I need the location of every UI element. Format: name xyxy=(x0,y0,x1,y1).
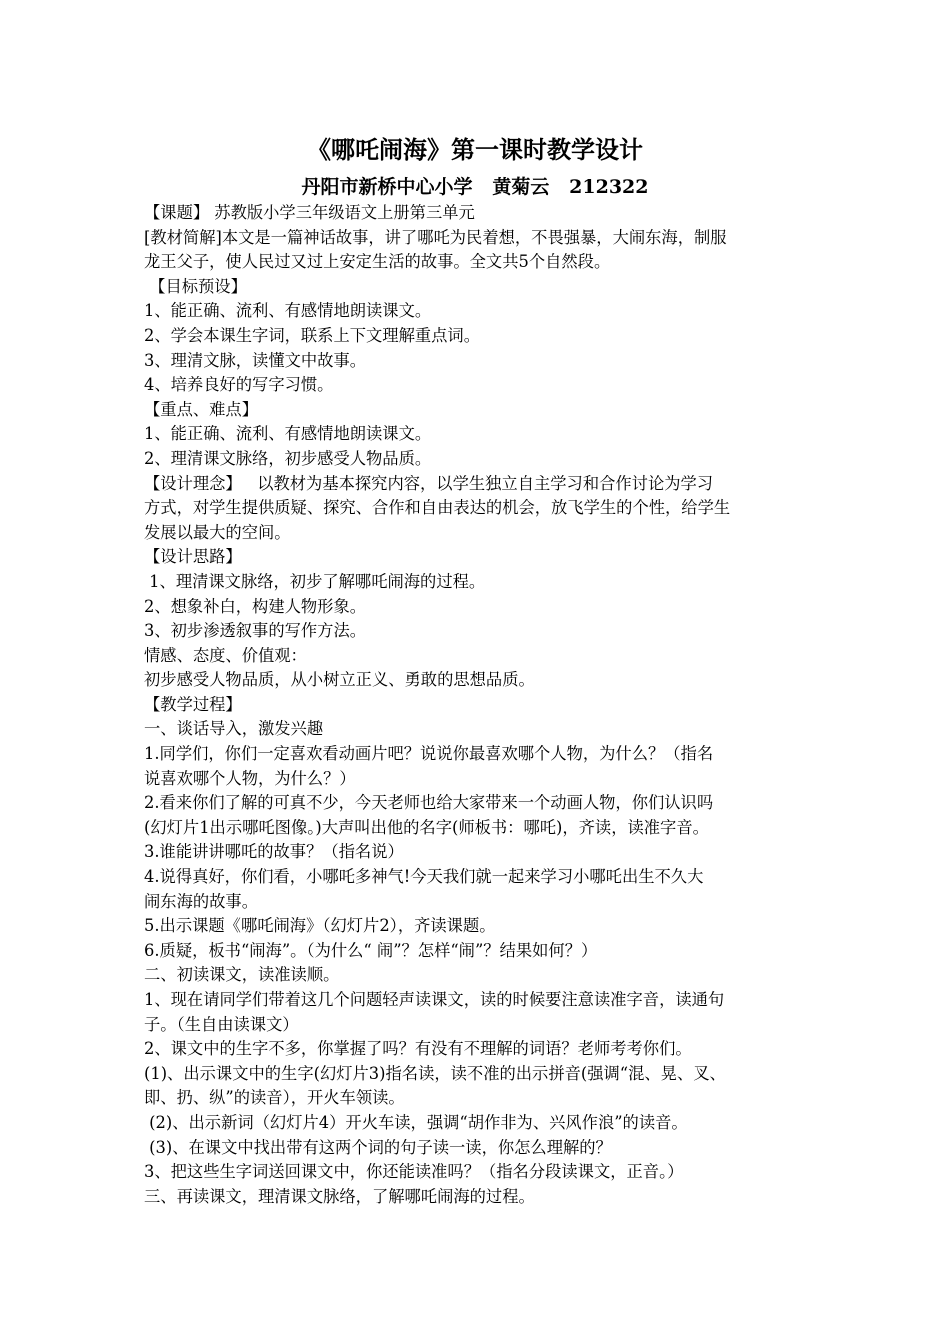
text-line: 即、扔、纵”的读音），开火车领读。 xyxy=(144,1088,405,1108)
text-line: 说喜欢哪个人物，为什么？） xyxy=(144,768,356,788)
text-line: 初步感受人物品质，从小树立正义、勇敢的思想品质。 xyxy=(144,670,535,690)
text-line: 6.质疑，板书“闹海”。（为什么“ 闹”？怎样“闹”？结果如何？） xyxy=(144,940,598,960)
text-line: 1、现在请同学们带着这几个问题轻声读课文，读的时候要注意读准字音，读通句 xyxy=(144,990,725,1009)
text-line: 龙王父子，使人民过又过上安定生活的故事。全文共5个自然段。 xyxy=(144,252,611,272)
text-line: 方式，对学生提供质疑、探究、合作和自由表达的机会，放飞学生的个性，给学生 xyxy=(144,498,731,518)
text-line: 4、培养良好的写字习惯。 xyxy=(144,375,334,395)
document-title: 《哪吒闹海》第一课时教学设计 xyxy=(307,136,643,164)
text-line: 【重点、难点】 xyxy=(144,399,258,419)
text-line: 2.看来你们了解的可真不少，今天老师也给大家带来一个动画人物，你们认识吗 xyxy=(144,793,714,813)
text-line: 闹东海的故事。 xyxy=(144,891,258,911)
text-line: 2、理清课文脉络，初步感受人物品质。 xyxy=(144,448,432,468)
author-line: 丹阳市新桥中心小学 黄菊云 212322 xyxy=(301,176,649,198)
text-line: 1.同学们，你们一定喜欢看动画片吧？说说你最喜欢哪个人物，为什么？（指名 xyxy=(144,744,714,764)
text-line: 【目标预设】 xyxy=(144,276,247,296)
text-line: 1、能正确、流利、有感情地朗读课文。 xyxy=(144,301,432,321)
text-line: [教材简解]本文是一篇神话故事，讲了哪吒为民着想，不畏强暴，大闹东海，制服 xyxy=(144,227,727,247)
text-line: 【设计理念】 以教材为基本探究内容，以学生独立自主学习和合作讨论为学习 xyxy=(144,473,714,493)
text-line: 1、能正确、流利、有感情地朗读课文。 xyxy=(144,424,432,444)
text-line: (幻灯片1出示哪吒图像。)大声叫出他的名字(师板书：哪吒)，齐读，读准字音。 xyxy=(144,817,709,837)
text-line: 二、初读课文，读准读顺。 xyxy=(144,965,340,985)
text-line: 1、理清课文脉络，初步了解哪吒闹海的过程。 xyxy=(144,571,486,591)
text-line: 3.谁能讲讲哪吒的故事？（指名说） xyxy=(144,842,404,862)
text-line: 一、谈话导入，激发兴趣 xyxy=(144,719,324,739)
text-line: 3、理清文脉，读懂文中故事。 xyxy=(144,350,367,370)
text-line: 2、想象补白，构建人物形象。 xyxy=(144,596,367,616)
document-body xyxy=(144,201,816,1209)
text-line: (3)、在课文中找出带有这两个词的句子读一读，你怎么理解的？ xyxy=(144,1137,612,1157)
text-line: 子。（生自由读课文） xyxy=(144,1014,299,1034)
text-line: (1)、出示课文中的生字(幻灯片3)指名读，读不准的出示拼音(强调“混、晃、叉、 xyxy=(144,1063,726,1083)
text-line: 4.说得真好，你们看，小哪吒多神气!今天我们就一起来学习小哪吒出生不久大 xyxy=(144,867,704,887)
text-line: 2、学会本课生字词，联系上下文理解重点词。 xyxy=(144,325,480,345)
text-line: 3、初步渗透叙事的写作方法。 xyxy=(144,621,367,641)
text-line: 2、课文中的生字不多，你掌握了吗？有没有不理解的词语？老师考考你们。 xyxy=(144,1039,692,1059)
text-line: 情感、态度、价值观： xyxy=(144,645,307,665)
text-line: 发展以最大的空间。 xyxy=(144,522,291,542)
text-line: 三、再读课文，理清课文脉络，了解哪吒闹海的过程。 xyxy=(144,1186,535,1206)
text-line: (2)、出示新词（幻灯片4）开火车读，强调“胡作非为、兴风作浪”的读音。 xyxy=(144,1112,688,1132)
text-line: 3、把这些生字词送回课文中，你还能读准吗？（指名分段读课文，正音。） xyxy=(144,1162,684,1182)
text-line: 【课题】 苏教版小学三年级语文上册第三单元 xyxy=(144,203,475,222)
text-line: 【设计思路】 xyxy=(144,547,242,567)
text-line: 5.出示课题《哪吒闹海》（幻灯片2），齐读课题。 xyxy=(144,916,496,936)
text-line: 【教学过程】 xyxy=(144,694,242,714)
